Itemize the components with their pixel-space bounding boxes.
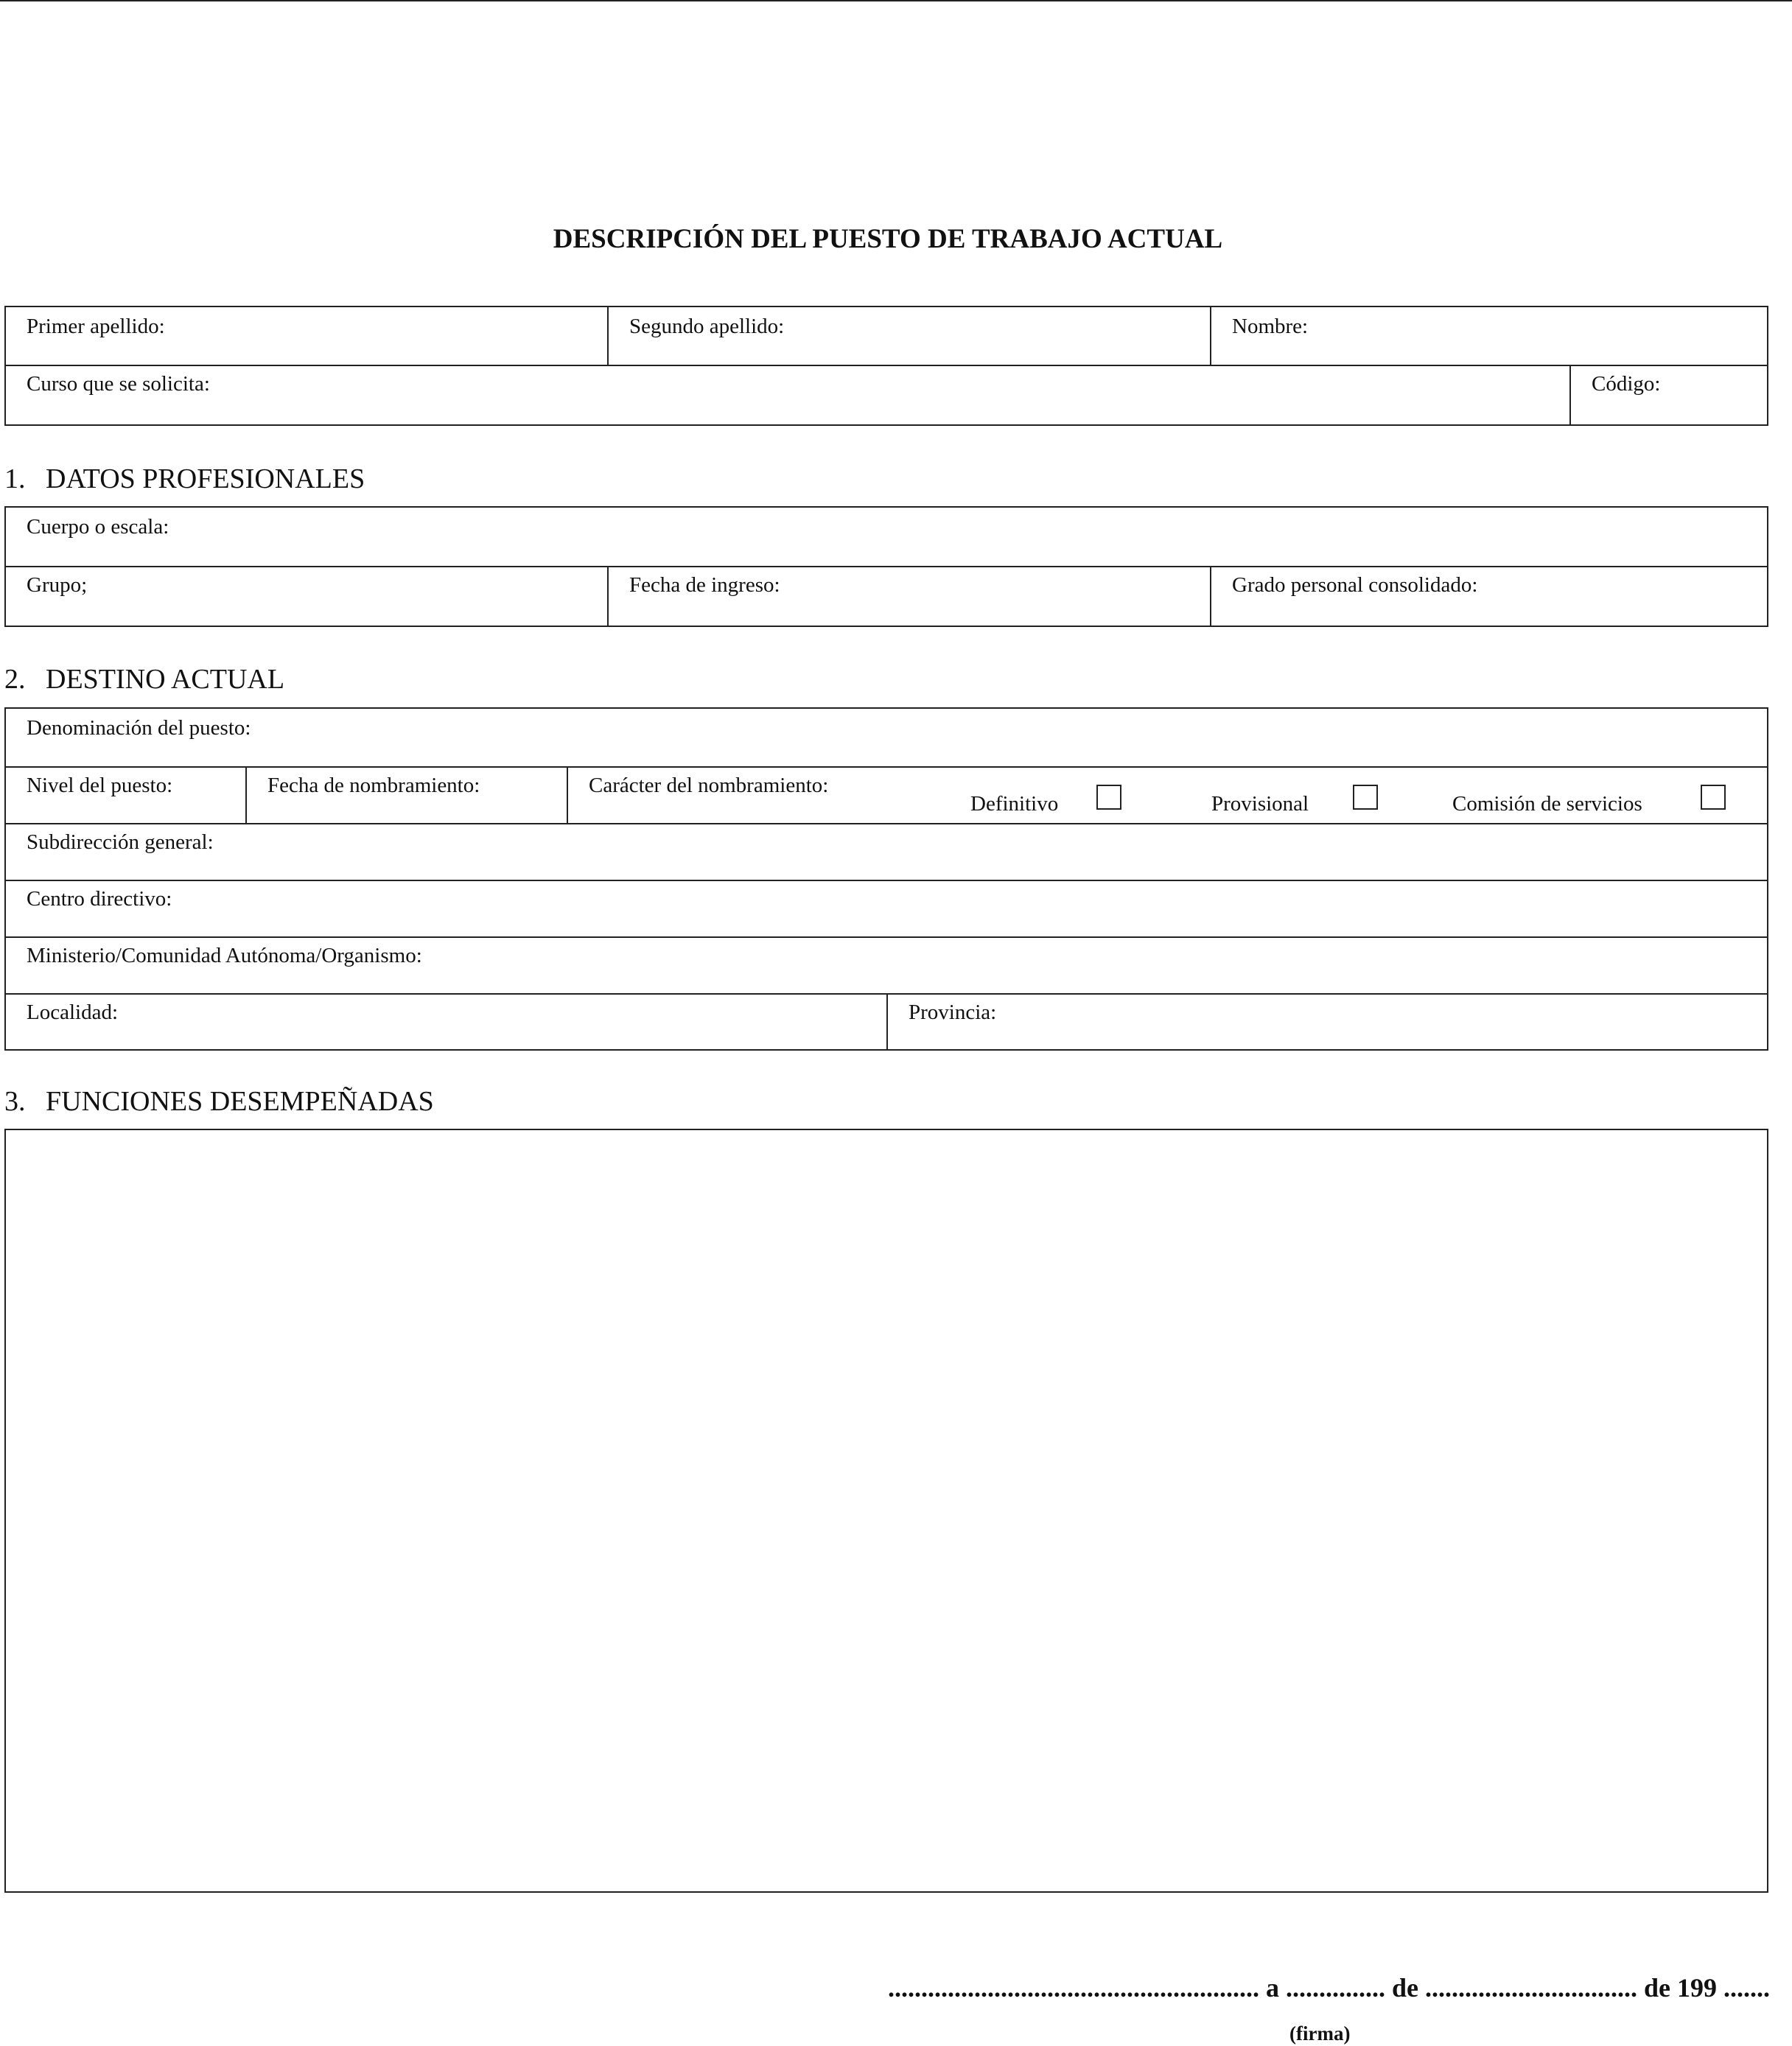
section-3-title bbox=[4, 1085, 434, 1118]
section-2-title bbox=[4, 663, 284, 696]
row-divider bbox=[6, 880, 1767, 881]
row-divider bbox=[6, 766, 1767, 768]
row-divider bbox=[6, 823, 1767, 824]
codigo-field[interactable]: Código: bbox=[1592, 372, 1661, 396]
col-divider bbox=[607, 566, 609, 627]
fecha-nombramiento-field[interactable]: Fecha de nombramiento: bbox=[267, 774, 480, 797]
applicant-box bbox=[4, 306, 1768, 426]
provincia-field[interactable]: Provincia: bbox=[909, 1001, 997, 1024]
section-3-label: FUNCIONES DESEMPEÑADAS bbox=[46, 1086, 434, 1117]
comision-label: Comisión de servicios bbox=[1452, 792, 1642, 816]
provisional-label: Provisional bbox=[1211, 792, 1309, 816]
col-divider bbox=[1210, 566, 1211, 627]
grupo-field[interactable]: Grupo; bbox=[27, 573, 88, 597]
caracter-label: Carácter del nombramiento: bbox=[589, 774, 829, 797]
subdireccion-field[interactable]: Subdirección general: bbox=[27, 830, 214, 854]
grado-field[interactable]: Grado personal consolidado: bbox=[1232, 573, 1478, 597]
denominacion-field[interactable]: Denominación del puesto: bbox=[27, 716, 251, 740]
definitivo-label: Definitivo bbox=[970, 792, 1059, 816]
row-divider bbox=[6, 566, 1767, 567]
signature-date-line[interactable]: ........................................................ a ............... de ................................ de 199 ....... bbox=[888, 1973, 1770, 2003]
row-divider bbox=[6, 936, 1767, 938]
top-rule bbox=[0, 0, 1792, 1]
localidad-field[interactable]: Localidad: bbox=[27, 1001, 119, 1024]
fecha-ingreso-field[interactable]: Fecha de ingreso: bbox=[629, 573, 780, 597]
provisional-checkbox[interactable] bbox=[1353, 785, 1378, 810]
section-1-label: DATOS PROFESIONALES bbox=[46, 463, 365, 494]
nivel-field[interactable]: Nivel del puesto: bbox=[27, 774, 173, 797]
section-2-number: 2. bbox=[4, 664, 26, 695]
firma-label: (firma) bbox=[1289, 2022, 1351, 2045]
datos-profesionales-box bbox=[4, 506, 1768, 627]
section-1-title bbox=[4, 463, 365, 495]
section-3-number: 3. bbox=[4, 1086, 26, 1117]
definitivo-checkbox[interactable] bbox=[1096, 785, 1121, 810]
segundo-apellido-field[interactable]: Segundo apellido: bbox=[629, 315, 785, 338]
destino-actual-box bbox=[4, 707, 1768, 1051]
col-divider bbox=[1210, 307, 1211, 365]
row-divider bbox=[6, 365, 1767, 366]
col-divider bbox=[1569, 365, 1571, 426]
primer-apellido-field[interactable]: Primer apellido: bbox=[27, 315, 165, 338]
col-divider bbox=[245, 766, 247, 823]
col-divider bbox=[567, 766, 568, 823]
comision-checkbox[interactable] bbox=[1701, 785, 1726, 810]
section-1-number: 1. bbox=[4, 463, 26, 494]
centro-field[interactable]: Centro directivo: bbox=[27, 887, 172, 911]
nombre-field[interactable]: Nombre: bbox=[1232, 315, 1309, 338]
funciones-textarea[interactable] bbox=[4, 1129, 1768, 1893]
document-title: DESCRIPCIÓN DEL PUESTO DE TRABAJO ACTUAL bbox=[553, 224, 1223, 254]
col-divider bbox=[607, 307, 609, 365]
ministerio-field[interactable]: Ministerio/Comunidad Autónoma/Organismo: bbox=[27, 944, 422, 967]
curso-field[interactable]: Curso que se solicita: bbox=[27, 372, 210, 396]
cuerpo-field[interactable]: Cuerpo o escala: bbox=[27, 515, 169, 539]
col-divider bbox=[886, 993, 888, 1051]
section-2-label: DESTINO ACTUAL bbox=[46, 664, 285, 695]
